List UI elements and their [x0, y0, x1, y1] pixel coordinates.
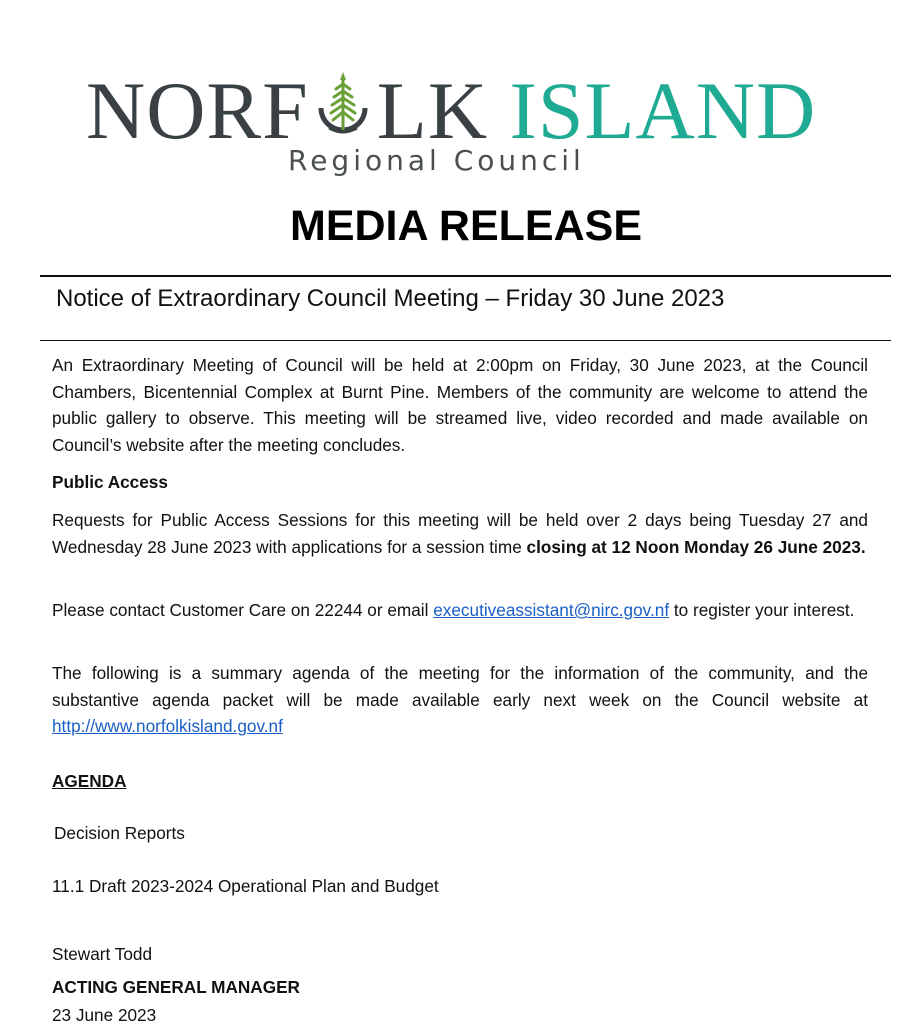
- bottom-divider: [40, 340, 891, 341]
- logo-word-norf: NORF: [86, 65, 309, 156]
- logo-word-lk: LK: [376, 65, 489, 156]
- summary-paragraph: [52, 660, 868, 740]
- contact-text-after: to register your interest.: [669, 600, 855, 620]
- release-subject: Notice of Extraordinary Council Meeting – Friday 30 June 2023: [56, 285, 725, 312]
- council-website-link[interactable]: http://www.norfolkisland.gov.nf: [52, 716, 283, 736]
- agenda-heading: AGENDA: [52, 771, 127, 791]
- logo-word-island: ISLAND: [509, 65, 817, 156]
- contact-email-link[interactable]: executiveassistant@nirc.gov.nf: [433, 600, 670, 620]
- page-title: MEDIA RELEASE: [290, 202, 642, 250]
- summary-text: The following is a summary agenda of the meeting for the information of the community, and the substantive agenda packet will be made available early next week on the Council website at: [52, 663, 868, 710]
- release-date: 23 June 2023: [52, 1005, 157, 1025]
- top-divider: [40, 275, 891, 277]
- agenda-item: 11.1 Draft 2023-2024 Operational Plan and Budget: [52, 876, 439, 896]
- contact-paragraph: [52, 597, 868, 624]
- intro-paragraph: An Extraordinary Meeting of Council will be held at 2:00pm on Friday, 30 June 2023, at the Council Chambers, Bicentennial Complex at Burnt Pine. Members of the community are welcome to attend the public gallery to observe. This meeting will be streamed live, video recorded and made available on Council’s website after the meeting concludes.: [52, 355, 868, 455]
- requests-deadline: closing at 12 Noon Monday 26 June 2023.: [526, 536, 866, 557]
- contact-text-before: Please contact Customer Care on 22244 or email: [52, 600, 434, 620]
- logo-subtitle: Regional Council: [288, 144, 585, 177]
- requests-text: Requests for Public Access Sessions for this meeting will be held over 2 days being Tuesday 27 and Wednesday 28 June 2023 with applications for a session time: [52, 510, 868, 557]
- agenda-section: Decision Reports: [54, 823, 185, 843]
- pine-tree-icon: [311, 70, 375, 144]
- signatory-name: Stewart Todd: [52, 944, 153, 964]
- requests-paragraph: [52, 507, 868, 560]
- signatory-role: ACTING GENERAL MANAGER: [52, 977, 300, 997]
- logo-wordmark: [86, 66, 816, 156]
- public-access-heading: Public Access: [52, 472, 168, 492]
- council-logo: [86, 40, 826, 190]
